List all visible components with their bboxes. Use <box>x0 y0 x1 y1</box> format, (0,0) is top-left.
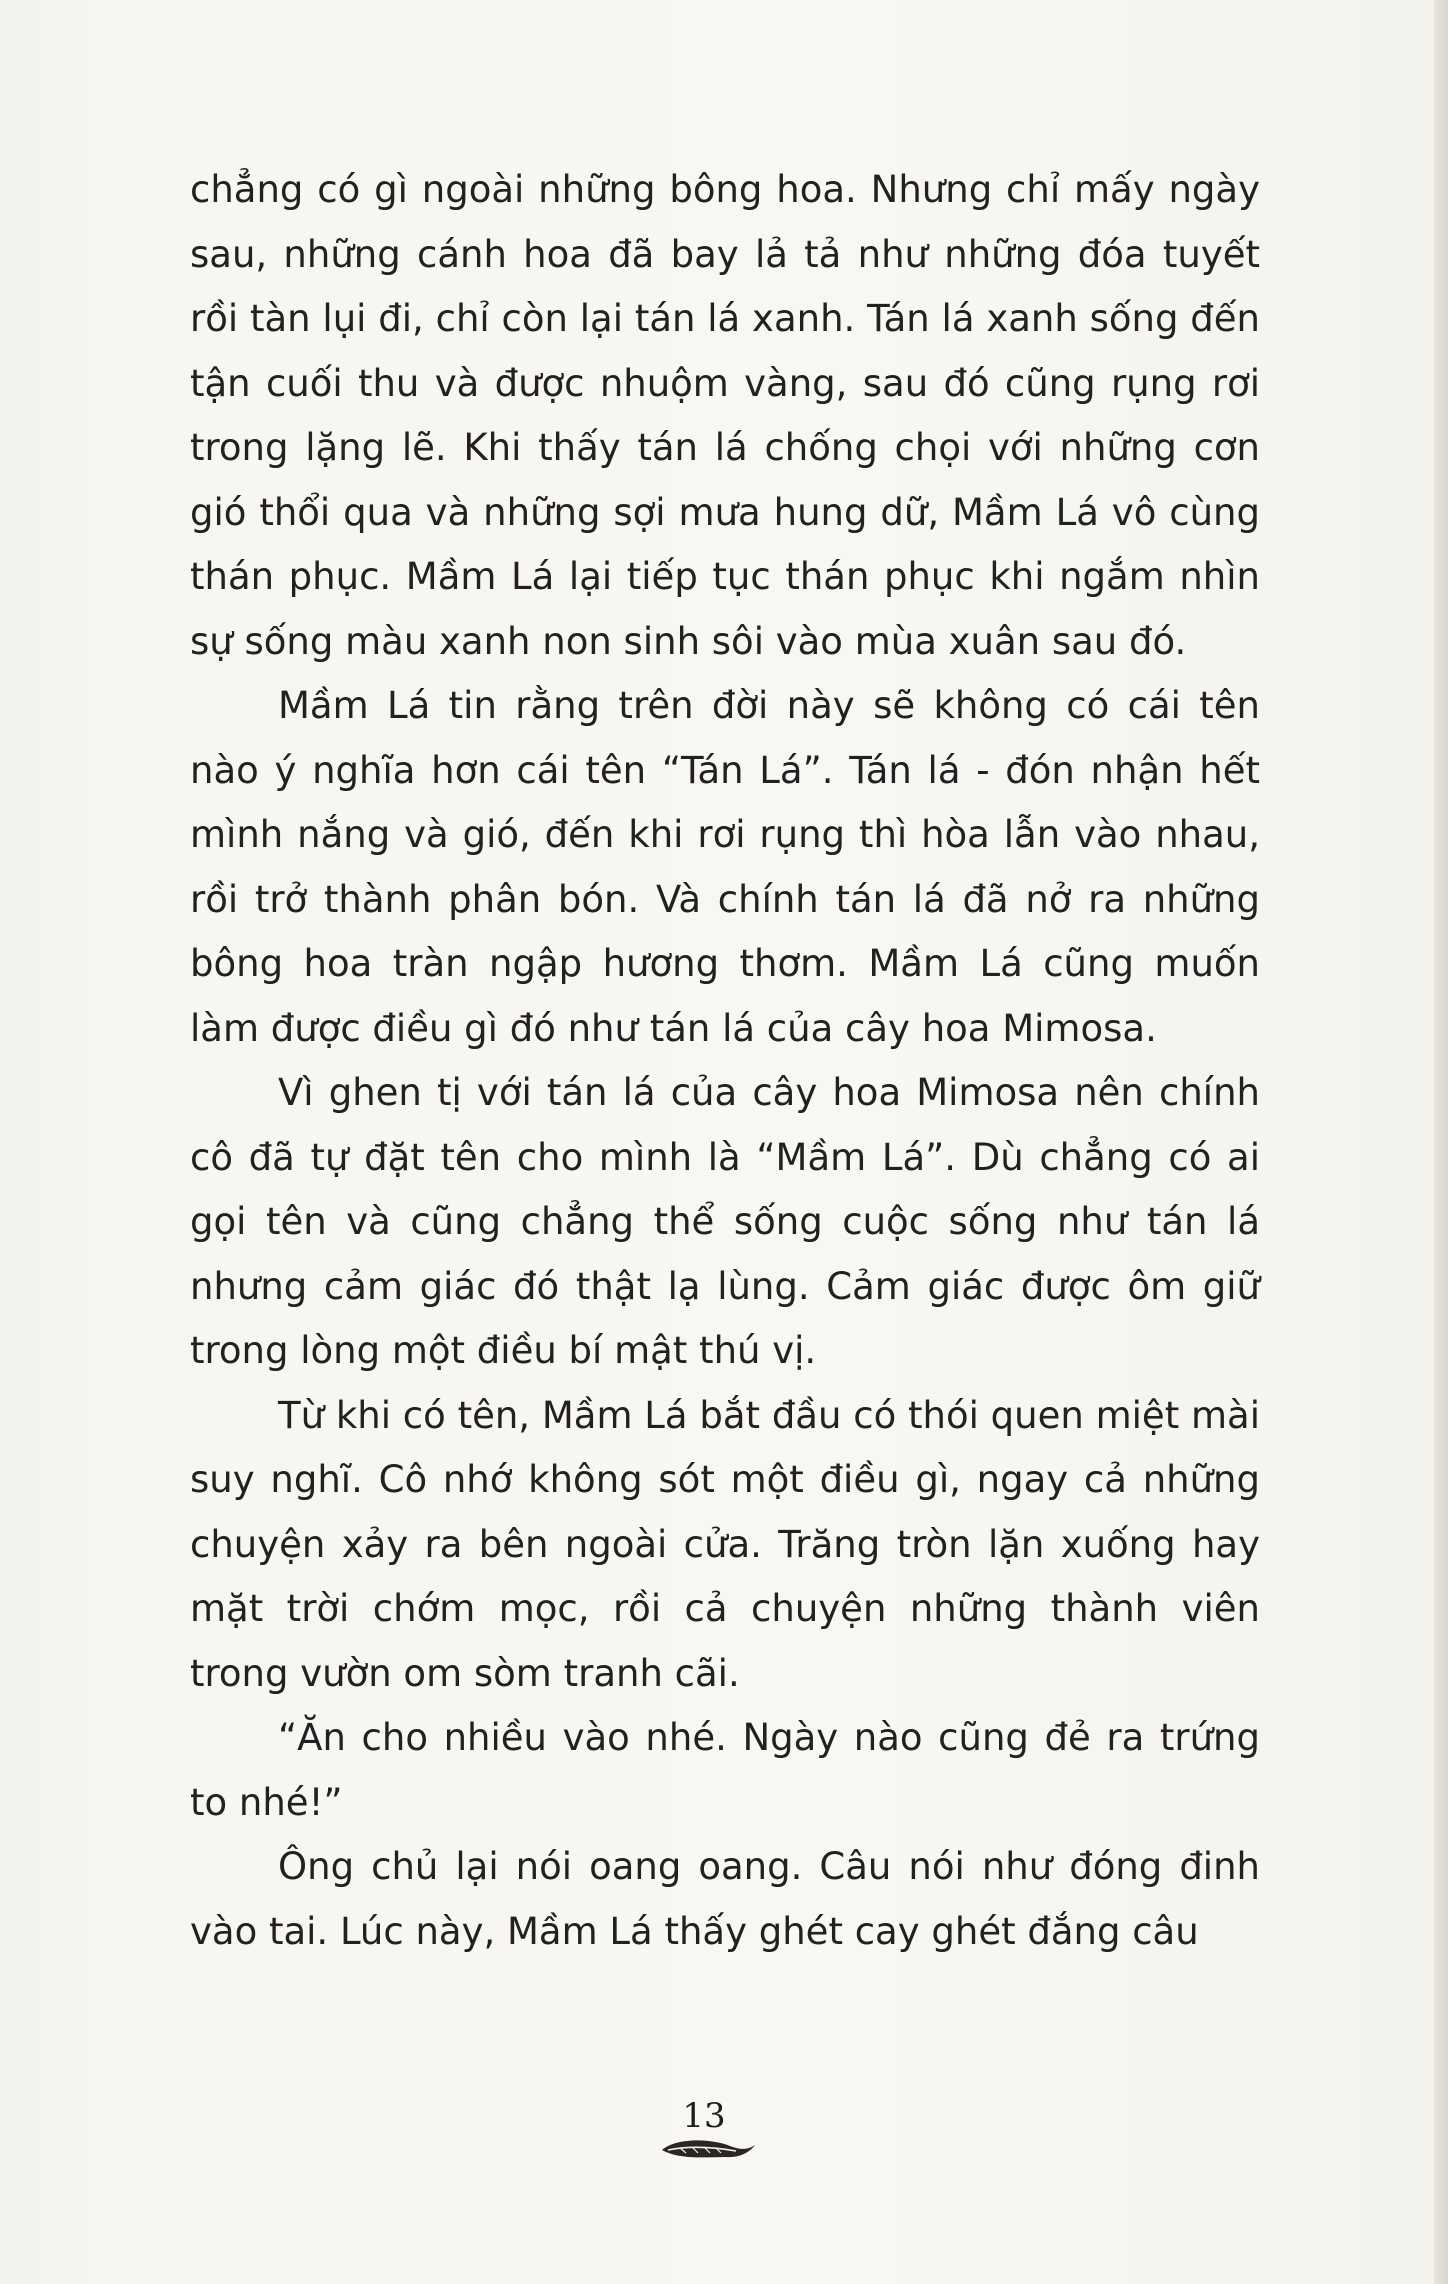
paragraph-3: Vì ghen tị với tán lá của cây hoa Mimosa nên chính cô đã tự đặt tên cho mình là “Mầm Lá”. Dù chẳng có ai gọi tên và cũng chẳng thể sống cuộc sống như tán lá nhưng cảm giác đó thật lạ lùng. Cảm giác được ôm giữ trong lòng một điều bí mật thú vị. <box>190 1071 1260 1372</box>
page-number: 13 <box>682 2096 726 2136</box>
leaf-icon <box>658 2136 758 2162</box>
paragraph-5: “Ăn cho nhiều vào nhé. Ngày nào cũng đẻ ra trứng to nhé!” <box>190 1716 1260 1824</box>
paragraph-6: Ông chủ lại nói oang oang. Câu nói như đóng đinh vào tai. Lúc này, Mầm Lá thấy ghét cay ghét đắng câu <box>190 1845 1260 1953</box>
paragraph-4: Từ khi có tên, Mầm Lá bắt đầu có thói quen miệt mài suy nghĩ. Cô nhớ không sót một điều gì, ngay cả những chuyện xảy ra bên ngoài cửa. Trăng tròn lặn xuống hay mặt trời chớm mọc, rồi cả chuyện những thành viên trong vườn om sòm tranh cãi. <box>190 1393 1260 1695</box>
paragraph-1: chẳng có gì ngoài những bông hoa. Nhưng chỉ mấy ngày sau, những cánh hoa đã bay lả tả như những đóa tuyết rồi tàn lụi đi, chỉ còn lại tán lá xanh. Tán lá xanh sống đến tận cuối thu và được nhuộm vàng, sau đó cũng rụng rơi trong lặng lẽ. Khi thấy tán lá chống chọi với những cơn gió thổi qua và những sợi mưa hung dữ, Mầm Lá vô cùng thán phục. Mầm Lá lại tiếp tục thán phục khi ngắm nhìn sự sống màu xanh non sinh sôi vào mùa xuân sau đó. <box>190 168 1260 663</box>
paragraph-2: Mầm Lá tin rằng trên đời này sẽ không có cái tên nào ý nghĩa hơn cái tên “Tán Lá”. Tán lá - đón nhận hết mình nắng và gió, đến khi rơi rụng thì hòa lẫn vào nhau, rồi trở thành phân bón. Và chính tán lá đã nở ra những bông hoa tràn ngập hương thơm. Mầm Lá cũng muốn làm được điều gì đó như tán lá của cây hoa Mimosa. <box>190 684 1260 1050</box>
page-footer <box>624 2096 784 2176</box>
page-edge <box>1434 0 1448 2284</box>
body-text <box>190 158 1260 1964</box>
